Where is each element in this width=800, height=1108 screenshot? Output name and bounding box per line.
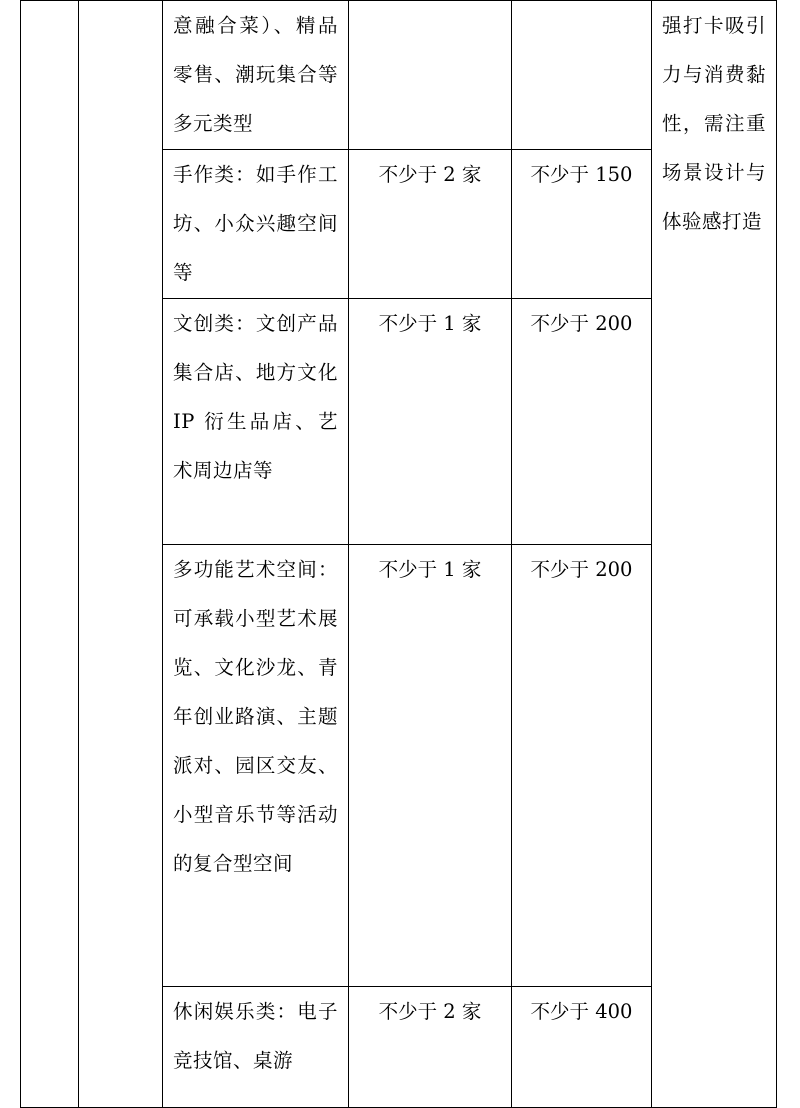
category-text: 休闲娱乐类：电子竞技馆、桌游: [173, 1000, 338, 1072]
category-text: 多功能艺术空间：可承载小型艺术展览、文化沙龙、青年创业路演、主题派对、园区交友、小型音乐节等活动的复合型空间: [173, 558, 338, 875]
count-cell: [349, 299, 512, 545]
count-text: 不少于 1 家: [378, 312, 482, 335]
count-text: 不少于 2 家: [378, 1000, 482, 1023]
count-text: 不少于 1 家: [378, 558, 482, 581]
count-cell: [349, 987, 512, 1108]
category-cell: [163, 1, 349, 150]
area-cell: [512, 299, 652, 545]
count-cell: [349, 150, 512, 299]
category-cell: [163, 299, 349, 545]
category-text: 手作类：如手作工坊、小众兴趣空间等: [173, 163, 338, 284]
category-cell: [163, 987, 349, 1108]
note-cell: [652, 1, 777, 1108]
category-cell: [163, 545, 349, 987]
count-text: 不少于 2 家: [378, 163, 482, 186]
count-cell: [349, 545, 512, 987]
area-text: 不少于 200: [530, 312, 633, 335]
area-cell: [512, 987, 652, 1108]
area-text: 不少于 150: [530, 163, 633, 186]
area-cell: [512, 545, 652, 987]
table-row: [21, 1, 777, 150]
category-text: 意融合菜）、精品零售、潮玩集合等多元类型: [173, 14, 338, 135]
row-group-cell-first: [21, 1, 79, 1108]
row-group-cell-second: [79, 1, 163, 1108]
requirements-table: [20, 0, 777, 1108]
count-cell: [349, 1, 512, 150]
area-cell: [512, 150, 652, 299]
area-text: 不少于 400: [530, 1000, 633, 1023]
note-text: 强打卡吸引力与消费黏性，需注重场景设计与体验感打造: [662, 14, 766, 233]
area-cell: [512, 1, 652, 150]
area-text: 不少于 200: [530, 558, 633, 581]
category-cell: [163, 150, 349, 299]
category-text: 文创类：文创产品集合店、地方文化 IP 衍生品店、艺术周边店等: [173, 312, 338, 482]
